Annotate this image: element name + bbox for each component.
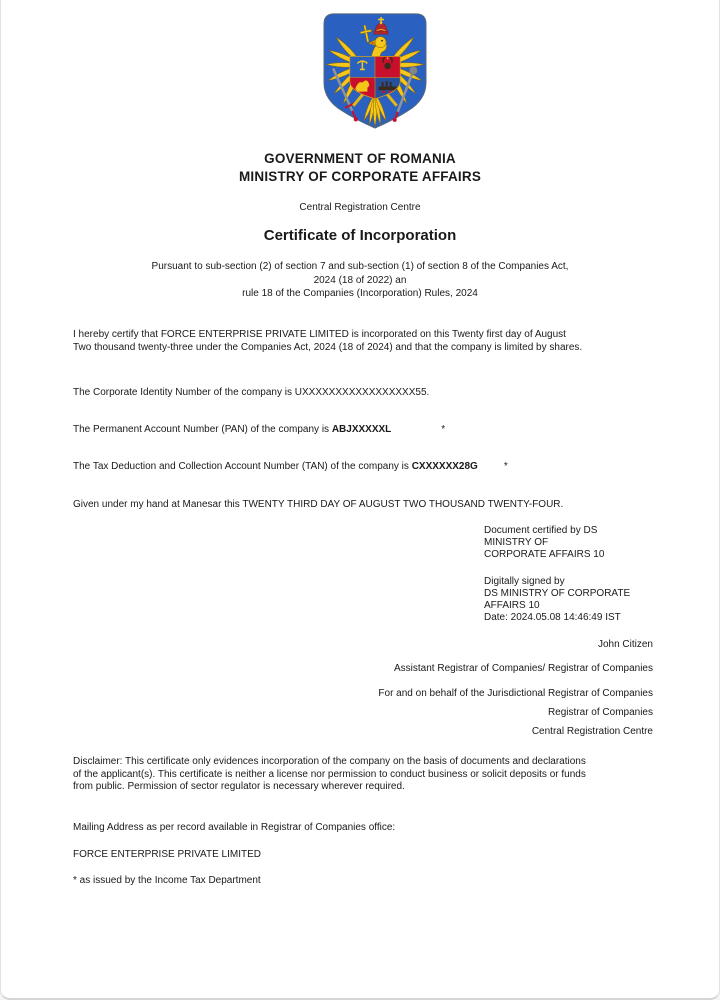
certify-line: I hereby certify that FORCE ENTERPRISE PRIVATE LIMITED is incorporated on this Twenty first day of August [73,329,566,340]
ministry-line: MINISTRY OF CORPORATE AFFAIRS [238,169,482,184]
certificate-title: Certificate of Incorporation [263,227,457,244]
signer-role: Assistant Registrar of Companies/ Registrar of Companies [394,663,653,674]
tan-prefix: The Tax Deduction and Collection Account Number (TAN) of the company is [73,461,412,472]
pursuant-line: 2024 (18 of 2022) an [313,274,407,286]
pursuant-clause [1,260,719,301]
document-certified-block [484,525,704,561]
pan-prefix: The Permanent Account Number (PAN) of the company is [73,424,332,435]
company-name: FORCE ENTERPRISE PRIVATE LIMITED [73,849,261,860]
tan-footnote-star: * [503,461,508,472]
cin-line [73,386,655,399]
on-behalf-line: For and on behalf of the Jurisdictional Registrar of Companies [378,688,653,699]
mailing-address-label: Mailing Address as per record available in Registrar of Companies office: [73,822,396,833]
romania-coat-of-arms-icon [322,11,428,139]
pursuant-line: Pursuant to sub-section (2) of section 7 and sub-section (1) of section 8 of the Companies Act, [151,261,569,272]
given-under-hand-line: Given under my hand at Manesar this TWENTY THIRD DAY OF AUGUST TWO THOUSAND TWENTY-FOUR. [73,499,564,510]
signed-line: AFFAIRS 10 [484,600,540,611]
certified-line: CORPORATE AFFAIRS 10 [484,549,605,560]
certify-line: Two thousand twenty-three under the Companies Act, 2024 (18 of 2024) and that the company is limited by shares. [73,342,583,353]
registrar-line: Registrar of Companies [547,707,653,718]
tan-line [73,460,655,473]
cin-prefix: The Corporate Identity Number of the company is [73,387,295,398]
registration-centre-line: Central Registration Centre [531,726,653,737]
registration-centre-label: Central Registration Centre [299,202,421,213]
certified-line: Document certified by DS [484,525,598,536]
signer-name: John Citizen [597,639,653,650]
signed-line: Digitally signed by [484,576,565,587]
certified-line: MINISTRY OF [484,537,549,548]
disclaimer-paragraph [73,756,655,794]
tan-value: CXXXXXX28G [411,461,478,472]
digitally-signed-block [484,576,704,624]
disclaimer-line: Disclaimer: This certificate only evidences incorporation of the company on the basis of documents and declarations [73,756,586,767]
cin-value: UXXXXXXXXXXXXXXXXX55. [294,387,430,398]
pan-footnote-star: * [441,424,446,435]
signed-line: DS MINISTRY OF CORPORATE [484,588,631,599]
certify-paragraph [73,328,655,354]
government-header [1,150,719,186]
disclaimer-line: from public. Permission of sector regulator is necessary wherever required. [73,781,405,793]
pan-line [73,423,655,436]
pan-value: ABJXXXXXL [331,424,392,435]
government-line: GOVERNMENT OF ROMANIA [264,151,456,166]
pursuant-line: rule 18 of the Companies (Incorporation) Rules, 2024 [242,288,478,299]
disclaimer-line: of the applicant(s). This certificate is neither a license nor permission to conduct business or solicit deposits or funds [73,768,586,780]
signed-line: Date: 2024.05.08 14:46:49 IST [484,612,621,623]
footnote: * as issued by the Income Tax Department [73,875,261,886]
